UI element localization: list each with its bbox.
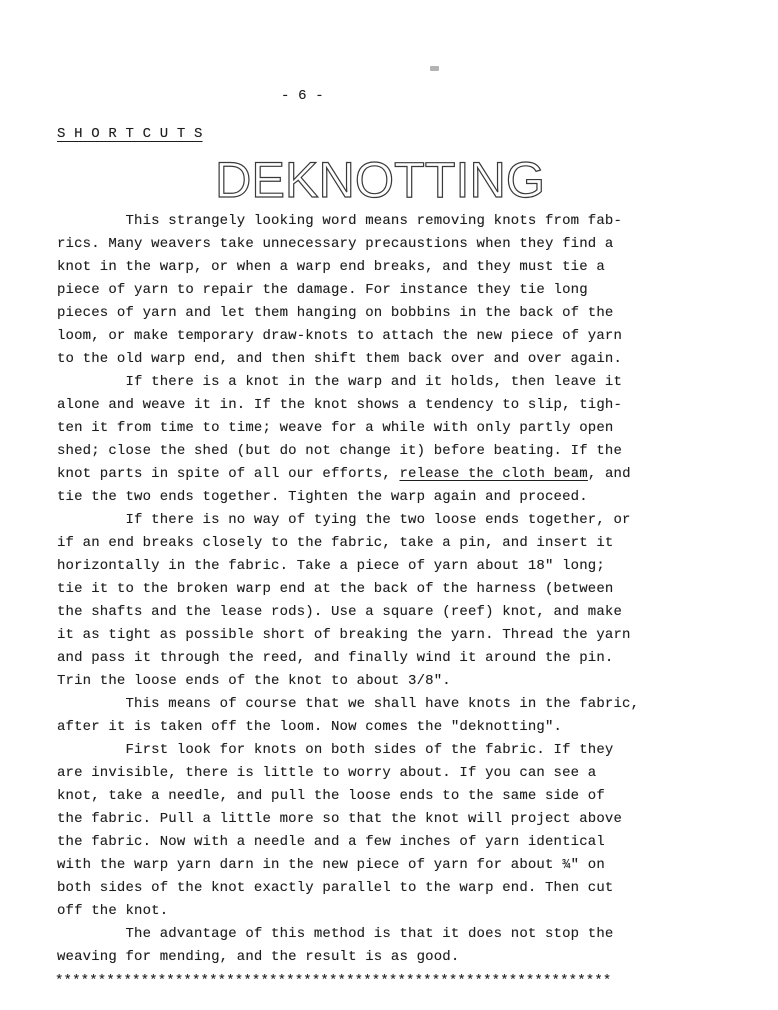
text-line: it as tight as possible short of breaking the yarn. Thread the yarn <box>57 627 631 643</box>
text-line: the fabric. Pull a little more so that the knot will project above <box>57 811 623 827</box>
text-line: If there is a knot in the warp and it holds, then leave it <box>57 374 623 390</box>
text-line: off the knot. <box>57 903 169 919</box>
text-line: piece of yarn to repair the damage. For instance they tie long <box>57 282 588 298</box>
text-line: knot, take a needle, and pull the loose ends to the same side of <box>57 788 605 804</box>
underlined-phrase: release the cloth beam <box>399 466 588 482</box>
text-line: The advantage of this method is that it does not stop the <box>57 926 614 942</box>
text-line: pieces of yarn and let them hanging on bobbins in the back of the <box>57 305 614 321</box>
deknotting-title-svg <box>0 150 778 212</box>
text-line: This strangely looking word means removing knots from fab- <box>57 213 623 229</box>
title-wrap <box>0 150 778 212</box>
text-line: after it is taken off the loom. Now comes the "deknotting". <box>57 719 563 735</box>
text-line: and pass it through the reed, and finally wind it around the pin. <box>57 650 614 666</box>
text-line: if an end breaks closely to the fabric, take a pin, and insert it <box>57 535 614 551</box>
text-line: loom, or make temporary draw-knots to attach the new piece of yarn <box>57 328 623 344</box>
text-line: tie it to the broken warp end at the back of the harness (between <box>57 581 614 597</box>
text-segment: , and <box>587 466 631 482</box>
text-line: rics. Many weavers take unnecessary precaustions when they find a <box>57 236 614 252</box>
text-line: shed; close the shed (but do not change it) before beating. If the <box>57 443 623 459</box>
asterisk-divider: ***************************************************************** <box>55 973 612 989</box>
text-line: the fabric. Now with a needle and a few inches of yarn identical <box>57 834 605 850</box>
body-text <box>57 210 657 969</box>
text-line: This means of course that we shall have knots in the fabric, <box>57 696 640 712</box>
page-title: DEKNOTTING <box>215 152 545 208</box>
text-line: to the old warp end, and then shift them back over and over again. <box>57 351 623 367</box>
text-line: First look for knots on both sides of the fabric. If they <box>57 742 614 758</box>
text-line <box>57 463 657 486</box>
text-line: ten it from time to time; weave for a while with only partly open <box>57 420 614 436</box>
text-line: alone and weave it in. If the knot shows a tendency to slip, tigh- <box>57 397 623 413</box>
text-line: Trin the loose ends of the knot to about 3/8". <box>57 673 451 689</box>
text-line: If there is no way of tying the two loose ends together, or <box>57 512 631 528</box>
section-heading-shortcuts: S H O R T C U T S <box>57 126 203 142</box>
text-line: with the warp yarn darn in the new piece of yarn for about ¾" on <box>57 857 605 873</box>
text-line: weaving for mending, and the result is as good. <box>57 949 460 965</box>
text-line: horizontally in the fabric. Take a piece of yarn about 18" long; <box>57 558 605 574</box>
text-segment: knot parts in spite of all our efforts, <box>57 466 400 482</box>
scan-smudge <box>430 66 439 71</box>
text-line: are invisible, there is little to worry about. If you can see a <box>57 765 597 781</box>
text-line: both sides of the knot exactly parallel to the warp end. Then cut <box>57 880 614 896</box>
text-line: knot in the warp, or when a warp end breaks, and they must tie a <box>57 259 605 275</box>
text-line: tie the two ends together. Tighten the warp again and proceed. <box>57 489 588 505</box>
page-number: - 6 - <box>281 88 324 104</box>
text-line: the shafts and the lease rods). Use a square (reef) knot, and make <box>57 604 623 620</box>
